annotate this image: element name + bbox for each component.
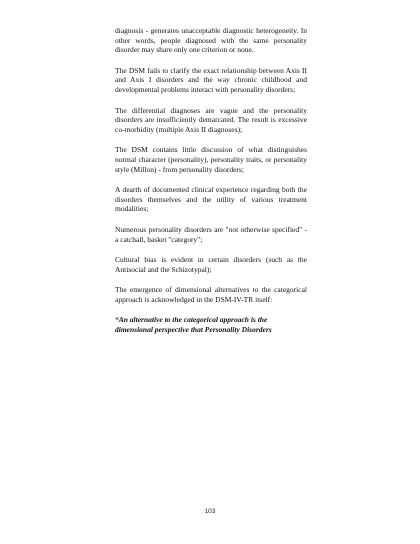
paragraph-normal-character: The DSM contains little discussion of what distinguishes normal character (personality), personality traits, or personality style (Millon) - from personality disorders; (115, 145, 307, 174)
page-number: 103 (204, 508, 216, 515)
paragraph-dimensional-alternatives: The emergence of dimensional alternatives to the categorical approach is acknowledged in the DSM-IV-TR itself: (115, 285, 307, 304)
quotation-dimensional-perspective: “An alternative to the categorical approach is the dimensional perspective that Personality Disorders (115, 315, 272, 335)
document-text-column (115, 26, 307, 335)
paragraph-differential-diagnoses: The differential diagnoses are vague and the personality disorders are insufficiently demarcated. The result is excessive co-morbidity (multiple Axis II diagnoses); (115, 105, 307, 134)
paragraph-diagnostic-heterogeneity: diagnosis - generates unacceptable diagnostic heterogeneity. In other words, people diagnosed with the same personality disorder may share only one criterion or none. (115, 26, 307, 55)
paragraph-clinical-experience: A dearth of documented clinical experience regarding both the disorders themselves and the utility of various treatment modalities; (115, 185, 307, 214)
paragraph-axis-relationship: The DSM fails to clarify the exact relationship between Axis II and Axis I disorders and the way chronic childhood and developmental problems interact with personality disorders; (115, 65, 307, 94)
paragraph-not-otherwise-specified: Numerous personality disorders are "not otherwise specified" - a catchall, basket "category"; (115, 224, 307, 244)
paragraph-cultural-bias: Cultural bias is evident in certain disorders (such as the Antisocial and the Schizotypal); (115, 255, 307, 274)
